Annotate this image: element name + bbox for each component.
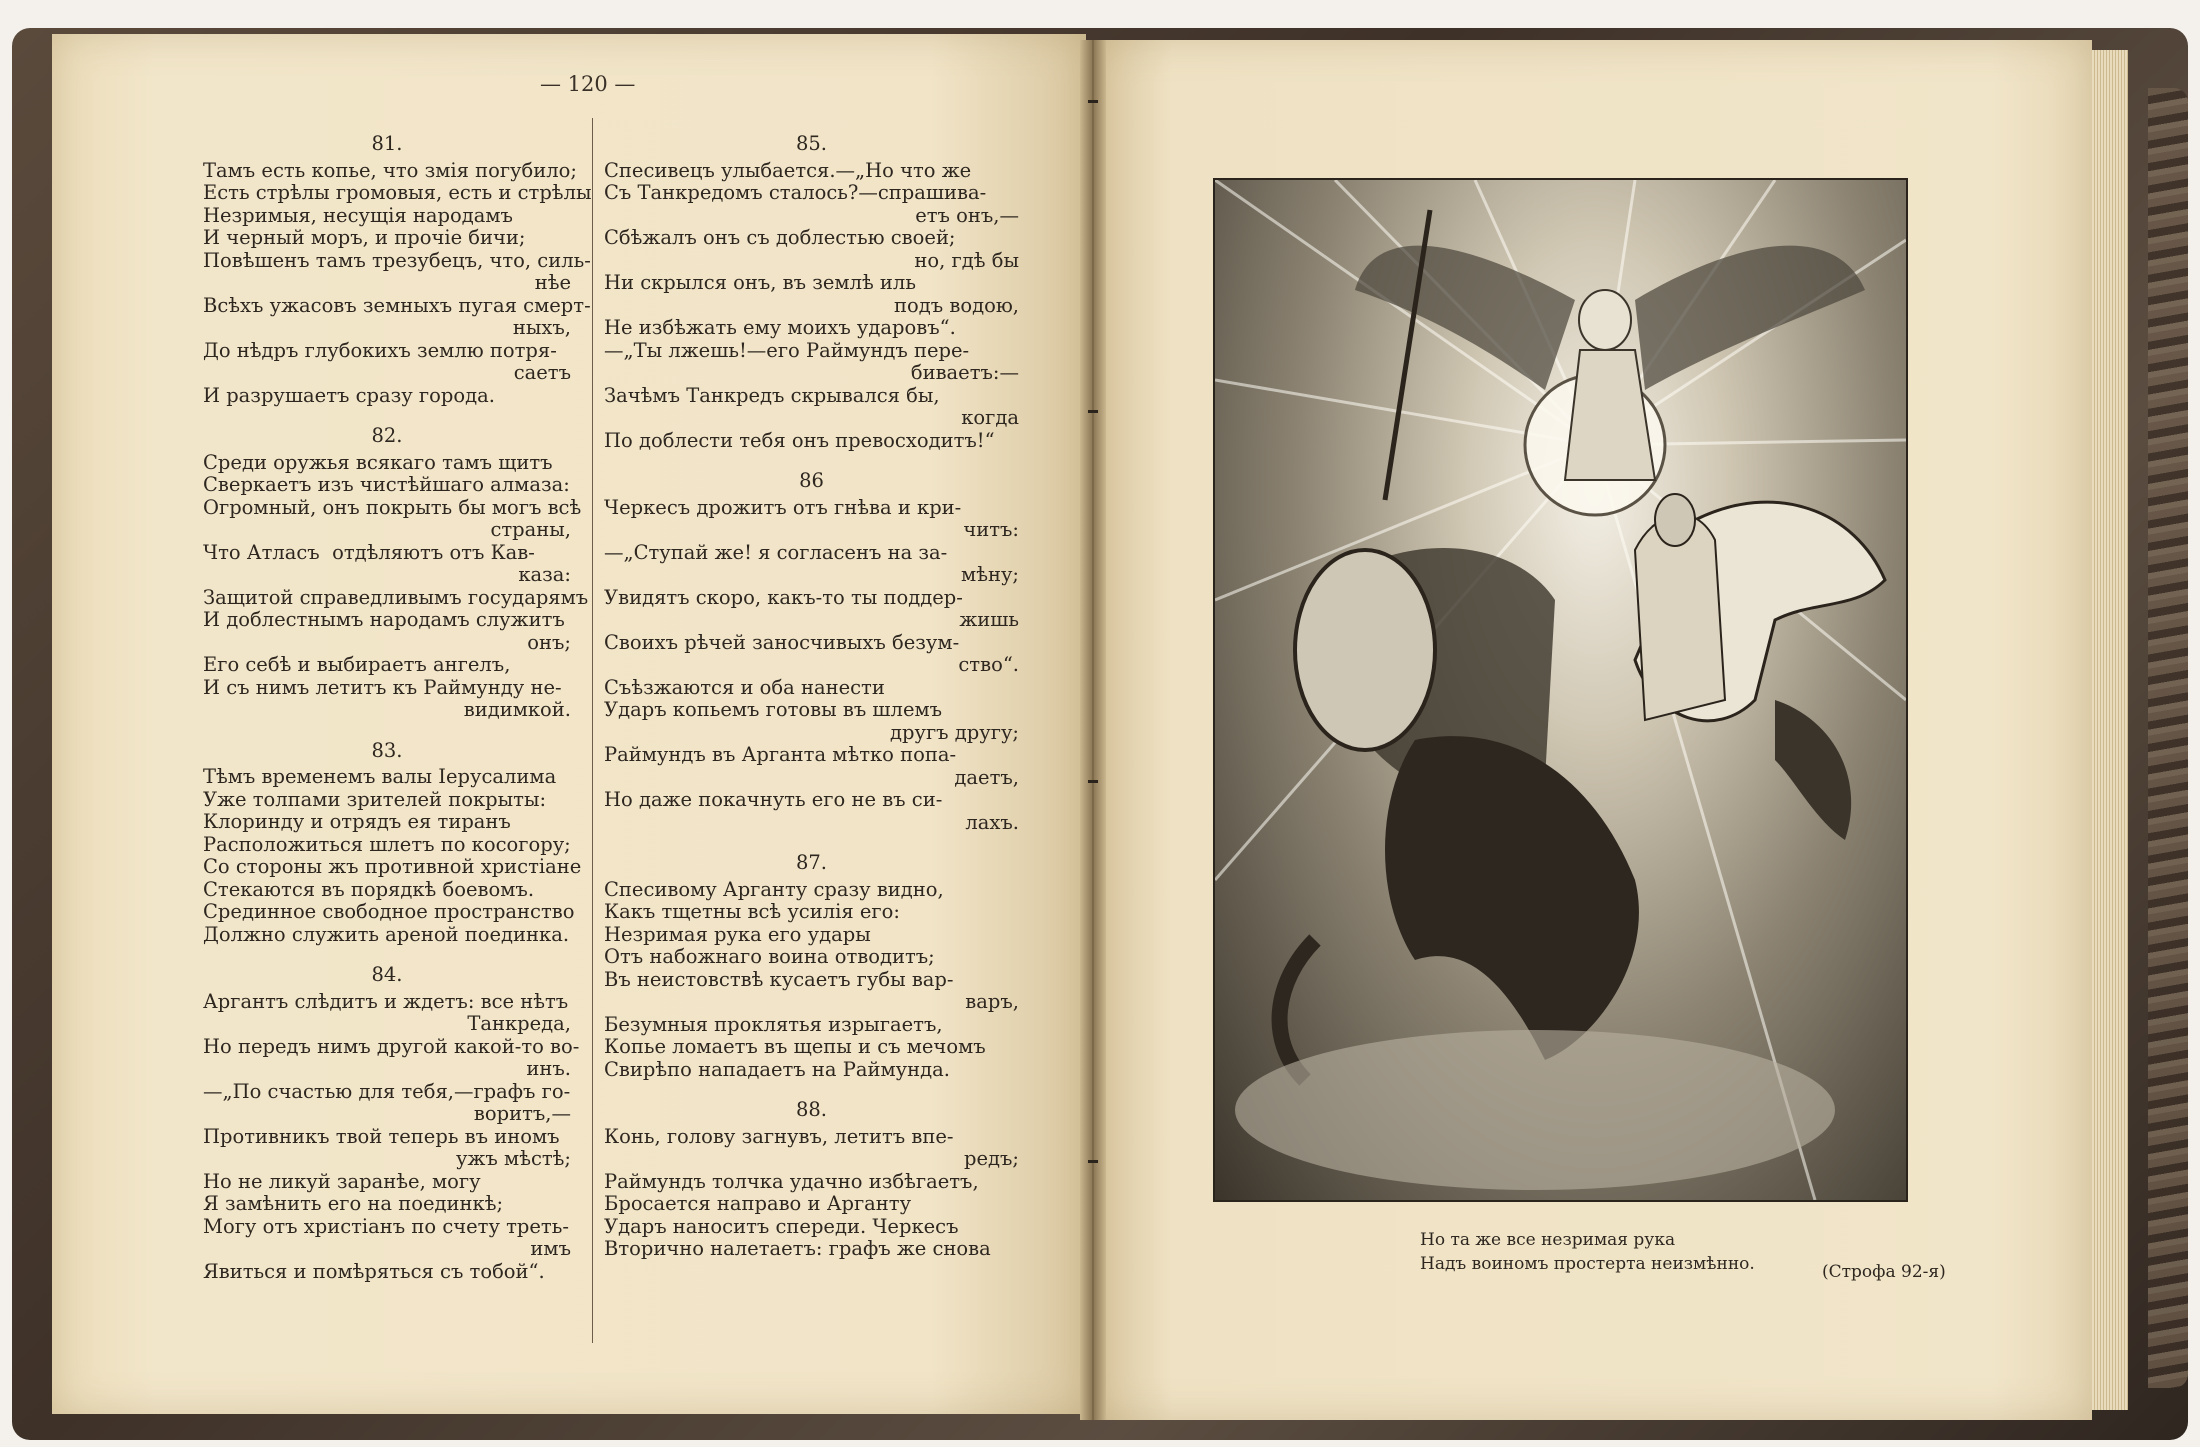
verse-line: Съѣзжаются и оба нанести — [604, 675, 885, 699]
verse-line: Защитой справедливымъ государямъ — [203, 585, 589, 609]
stanza-number: 83. — [371, 738, 403, 762]
verse-line: Зачѣмъ Танкредъ скрывался бы, — [604, 383, 940, 407]
stanza-gap — [203, 722, 571, 732]
verse-line: Раймундъ въ Арганта мѣтко попа- — [604, 743, 957, 766]
verse-line: Въ неистовствѣ кусаетъ губы вар- — [604, 967, 954, 991]
verse-line: Конь, голову загнувъ, летитъ впе- — [604, 1124, 954, 1148]
verse-line: Уже толпами зрителей покрыты: — [203, 787, 547, 811]
verse-line: —„Ступай же! я согласенъ на за- — [604, 540, 948, 564]
verse-line: Со стороны жъ противной христіане — [203, 855, 582, 878]
verse-line: биваетъ:— — [910, 361, 1019, 384]
verse-line: И съ нимъ летитъ къ Раймунду не- — [203, 675, 562, 699]
verse-line: Спесивому Арганту сразу видно, — [604, 877, 944, 901]
stanza-gap — [203, 407, 571, 417]
verse-line: По доблести тебя онъ превосходитъ!“ — [604, 428, 995, 452]
verse-line: Сбѣжалъ онъ съ доблестью своей; — [604, 226, 956, 249]
stanza-number: 85. — [795, 132, 827, 155]
verse-line: Не избѣжать ему моихъ ударовъ“. — [604, 316, 956, 339]
verse-line: подъ водою, — [894, 293, 1019, 317]
verse-line: И черный моръ, и прочіе бичи; — [203, 226, 526, 249]
verse-line: Копье ломаетъ въ щепы и съ мечомъ — [604, 1035, 986, 1058]
verse-line: —„По счастью для тебя,—графъ го- — [203, 1079, 571, 1103]
stanza-number: 84. — [371, 963, 403, 986]
verse-line: мѣну; — [961, 563, 1019, 586]
verse-line: Отъ набожнаго воина отводитъ; — [604, 945, 935, 968]
verse-line: Вторично налетаетъ: графъ же снова — [604, 1237, 991, 1260]
binding-stitch — [1088, 780, 1098, 783]
verse-line: ство“. — [958, 653, 1019, 676]
verse-line: Свирѣпо нападаетъ на Раймунда. — [604, 1057, 950, 1081]
verse-line: жишь — [959, 608, 1019, 631]
verse-line: Что Атласъ отдѣляютъ отъ Кав- — [203, 540, 535, 564]
cover-edge — [2148, 88, 2188, 1388]
verse-line: Раймундъ толчка удачно избѣгаетъ, — [604, 1169, 979, 1193]
stanza-number: 81. — [371, 132, 403, 155]
verse-line: Я замѣнить его на поединкѣ; — [203, 1192, 504, 1215]
page-number: — 120 — — [540, 72, 636, 96]
verse-line: Съ Танкредомъ сталось?—спрашива- — [604, 181, 987, 204]
verse-line: И разрушаетъ сразу города. — [203, 383, 495, 407]
verse-line: етъ онъ,— — [915, 203, 1019, 227]
engraving-illustration — [1213, 178, 1908, 1202]
verse-line: Его себѣ и выбираетъ ангелъ, — [203, 653, 511, 676]
verse-line: онъ; — [527, 630, 571, 654]
stanza-number: 87. — [795, 851, 827, 874]
verse-line: каза: — [518, 563, 571, 586]
page-edges — [2092, 50, 2128, 1410]
verse-line: Своихъ рѣчей заносчивыхъ безум- — [604, 630, 960, 654]
verse-line: редъ; — [963, 1147, 1019, 1170]
verse-line: варъ, — [965, 990, 1019, 1013]
verse-line: Какъ тщетны всѣ усилія его: — [604, 900, 900, 923]
verse-line: Клоринду и отрядъ ея тиранъ — [203, 810, 511, 833]
verse-line: Безумныя проклятья изрыгаетъ, — [604, 1012, 943, 1036]
verse-line: До нѣдръ глубокихъ землю потря- — [203, 338, 557, 362]
verse-line: другъ другу; — [889, 720, 1019, 744]
verse-line: Явиться и помѣряться съ тобой“. — [203, 1259, 545, 1283]
verse-line: Среди оружья всякаго тамъ щитъ — [203, 450, 553, 474]
verse-line: лахъ. — [965, 810, 1019, 834]
verse-line: Ударъ копьемъ готовы въ шлемъ — [604, 698, 943, 721]
verse-line: видимкой. — [463, 698, 571, 721]
verse-line: воритъ,— — [473, 1102, 571, 1125]
verse-line: Аргантъ слѣдитъ и ждетъ: все нѣтъ — [203, 989, 569, 1013]
binding-stitch — [1088, 1160, 1098, 1163]
verse-line: инъ. — [526, 1057, 571, 1080]
stanza-gap — [604, 1081, 1019, 1091]
left-text-column — [203, 125, 592, 1293]
stanza-number: 88. — [795, 1098, 827, 1121]
verse-line: Всѣхъ ужасовъ земныхъ пугая смерт- — [203, 293, 591, 317]
verse-line: когда — [961, 406, 1019, 429]
verse-line: читъ: — [963, 518, 1019, 541]
verse-line: Повѣшенъ тамъ трезубецъ, что, силь- — [203, 248, 591, 272]
verse-line: Незримыя, несущія народамъ — [203, 203, 513, 227]
verse-line: Есть стрѣлы громовыя, есть и стрѣлы — [203, 181, 592, 204]
verse-line: Противникъ твой теперь въ иномъ — [203, 1124, 560, 1148]
stanza-number: 82. — [371, 424, 403, 447]
verse-line: Должно служить ареной поединка. — [203, 922, 570, 946]
verse-line: Бросается направо и Арганту — [604, 1192, 912, 1215]
verse-line: саетъ — [513, 361, 571, 384]
verse-line: но, гдѣ бы — [914, 248, 1019, 272]
verse-line: нѣе — [534, 271, 571, 294]
stanza-gap — [203, 946, 571, 956]
verse-line: даетъ, — [954, 765, 1019, 789]
verse-line: Увидятъ скоро, какъ-то ты поддер- — [604, 585, 963, 609]
stanza-gap — [604, 1261, 1019, 1271]
verse-line: И доблестнымъ народамъ служитъ — [203, 608, 565, 631]
verse-line: Ударъ наноситъ спереди. Черкесъ — [604, 1214, 959, 1238]
verse-line: страны, — [490, 518, 571, 541]
verse-line: ужъ мѣстѣ; — [456, 1147, 571, 1170]
verse-line: Могу отъ христіанъ по счету треть- — [203, 1214, 569, 1238]
verse-line: Ни скрылся онъ, въ землѣ иль — [604, 271, 916, 294]
verse-line: имъ — [530, 1237, 571, 1260]
verse-line: Стекаются въ порядкѣ боевомъ. — [203, 877, 535, 901]
illustration-caption — [1420, 1228, 1755, 1276]
stanza-gap — [604, 452, 1019, 462]
verse-line: Расположиться шлетъ по косогору; — [203, 832, 571, 856]
verse-line: Срединное свободное пространство — [203, 900, 575, 923]
verse-line: Незримая рука его удары — [604, 922, 871, 946]
verse-line: Спесивецъ улыбается.—„Но что же — [604, 158, 972, 182]
verse-line: Тѣмъ временемъ валы Іерусалима — [203, 765, 557, 788]
caption-line: Надъ воиномъ простерта неизмѣнно. — [1420, 1254, 1755, 1274]
verse-line: Черкесъ дрожитъ отъ гнѣва и кри- — [604, 495, 962, 519]
verse-line: Тамъ есть копье, что змія погубило; — [203, 158, 577, 182]
stanza-reference: (Строфа 92-я) — [1822, 1262, 1946, 1282]
verse-line: Но не ликуй заранѣе, могу — [203, 1169, 481, 1193]
binding-stitch — [1088, 100, 1098, 103]
verse-line: Но даже покачнуть его не въ си- — [604, 788, 943, 811]
stanza-number: 86 — [799, 469, 824, 492]
middle-text-column — [604, 125, 1019, 1271]
binding-stitch — [1088, 410, 1098, 413]
verse-line: Огромный, онъ покрыть бы могъ всѣ — [203, 495, 582, 519]
stanza-gap — [604, 834, 1019, 844]
verse-line: Но передъ нимъ другой какой-то во- — [203, 1034, 580, 1058]
column-divider — [592, 118, 593, 1343]
verse-line: —„Ты лжешь!—его Раймундъ пере- — [604, 338, 970, 362]
verse-line: Сверкаетъ изъ чистѣйшаго алмаза: — [203, 473, 570, 496]
stanza-gap — [203, 1283, 571, 1293]
verse-line: Танкреда, — [467, 1012, 571, 1035]
book-gutter — [1080, 40, 1106, 1420]
caption-line: Но та же все незримая рука — [1420, 1230, 1676, 1250]
angel-and-knights-engraving — [1215, 180, 1906, 1200]
verse-line: ныхъ, — [512, 316, 571, 339]
